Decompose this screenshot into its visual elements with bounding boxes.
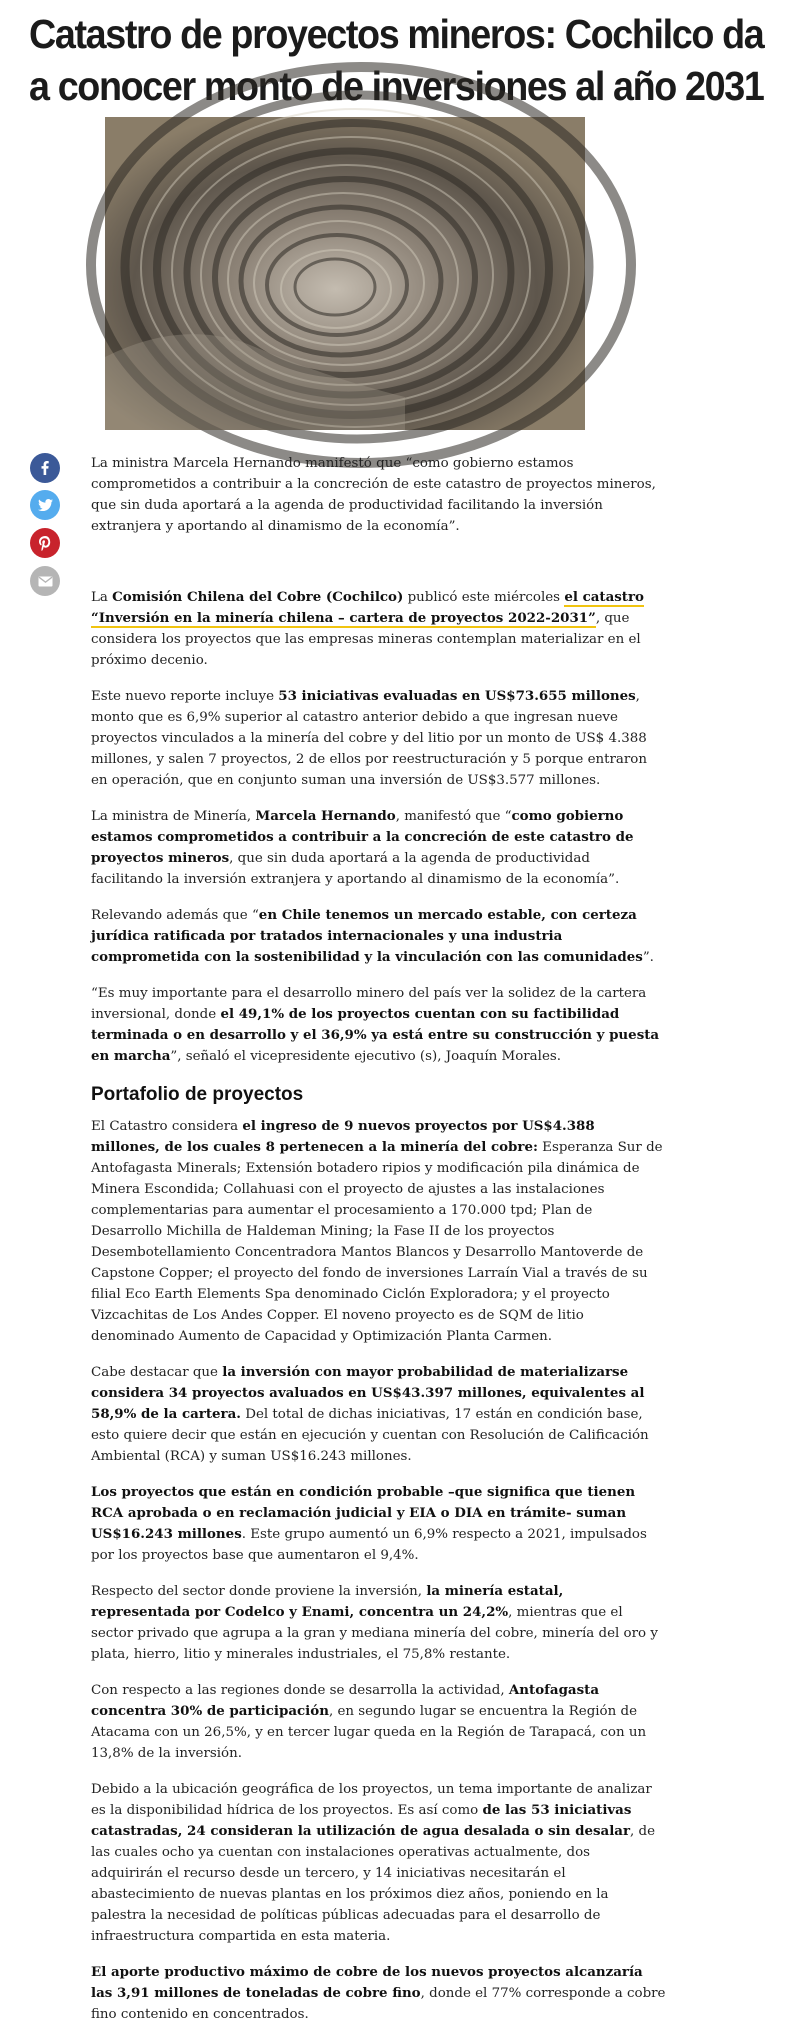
text-span: Respecto del sector donde proviene la inversión,: [91, 1584, 427, 1599]
text-span: Relevando además que “: [91, 908, 259, 923]
bold-text: en Chile tenemos un mercado estable, con certeza jurídica ratificada por tratados internacionales y una industria comprometida con la sostenibilidad y la vinculación con las comunidades: [91, 907, 643, 965]
text-span: Con respecto a las regiones donde se desarrolla la actividad,: [91, 1683, 509, 1698]
mine-terraces-illustration: [105, 117, 585, 430]
bold-text: El aporte productivo máximo de cobre de los nuevos proyectos alcanzaría las 3,91 millones de toneladas de cobre fino: [91, 1964, 643, 2001]
text-span: La ministra de Minería,: [91, 809, 256, 824]
text-span: “Es muy importante para el desarrollo minero del país ver la solidez de la cartera inversional, donde: [91, 986, 647, 1022]
text-span: Esperanza Sur de Antofagasta Minerals; Extensión botadero ripios y modificación pila dinámica de Minera Escondida; Collahuasi con el proyecto de ajustes a las instalaciones complementarias para aumentar el procesamiento a 170.000 tpd; Plan de Desarrollo Michilla de Haldeman Mining; la Fase II de los proyectos Desembotellamiento Concentradora Mantos Blancos y Desarrollo Mantoverde de Capstone Copper; el proyecto del fondo de inversiones Larraín Vial a través de su filial Eco Earth Elements Spa denominado Ciclón Exploradora; y el proyecto Vizcachitas de Los Andes Copper. El noveno proyecto es de SQM de litio denominado Aumento de Capacidad y Optimización Planta Carmen.: [91, 1140, 663, 1344]
twitter-icon: [38, 499, 53, 512]
text-span: , monto que es 6,9% superior al catastro anterior debido a que ingresan nueve proyectos vinculados a la minería del cobre y del litio por un monto de US$ 4.388 millones, y salen 7 proyectos, 2 de ellos por reestructuración y 5 porque entraron en operación, que en conjunto suman una inversión de US$3.577 millones.: [91, 689, 647, 788]
paragraph-ministra-quote: [91, 806, 666, 890]
text-span: . Este grupo aumentó un 6,9% respecto a 2021, impulsados por los proyectos base que aumentaron el 9,4%.: [91, 1527, 647, 1563]
bold-text: la minería estatal, representada por Codelco y Enami, concentra un 24,2%: [91, 1583, 564, 1620]
text-span: , manifestó que “: [395, 809, 512, 824]
article-title-line-1: Catastro de proyectos mineros: Cochilco da: [29, 11, 764, 57]
text-span: , de las cuales ocho ya cuentan con instalaciones operativas actualmente, dos adquirirán el recurso desde un tercero, y 14 iniciativas necesitarán el abastecimiento de nuevas plantas en los próximos diez años, poniendo en la palestra la necesidad de políticas públicas adecuadas para el desarrollo de infraestructura compartida en esta materia.: [91, 1824, 656, 1944]
paragraph-condicion-probable: [91, 1482, 666, 1566]
paragraph-aporte-productivo: [91, 1962, 666, 2025]
paragraph-53-iniciativas: [91, 686, 666, 791]
paragraph-mayor-probabilidad: [91, 1362, 666, 1467]
article-title-line-2: a conocer monto de inversiones al año 2031: [29, 63, 764, 109]
bold-text: la inversión con mayor probabilidad de materializarse considera 34 proyectos avaluados en US$43.397 millones, equivalentes al 58,9% de la cartera.: [91, 1364, 645, 1422]
text-span: publicó este miércoles: [403, 590, 565, 605]
bold-text: el 49,1% de los proyectos cuentan con su factibilidad terminada o en desarrollo y el 36,9% ya está entre su construcción y puesta en marcha: [91, 1006, 660, 1064]
article-body: [91, 453, 666, 2040]
text-span: Debido a la ubicación geográfica de los proyectos, un tema importante de analizar es la disponibilidad hídrica de los proyectos. Es así como: [91, 1782, 652, 1818]
text-span: Cabe destacar que: [91, 1365, 223, 1380]
hero-image-open-pit-mine: [105, 117, 585, 430]
text-span: El Catastro considera: [91, 1119, 243, 1134]
bold-text: Los proyectos que están en condición probable –que significa que tienen RCA aprobada o en reclamación judicial y EIA o DIA en trámite- suman US$16.243 millones: [91, 1484, 636, 1542]
facebook-icon: [38, 461, 52, 475]
email-icon: [38, 576, 53, 587]
paragraph-nuevos-proyectos: [91, 1116, 666, 1347]
text-span: ”.: [642, 950, 654, 965]
text-span: , que considera los proyectos que las empresas mineras contemplan materializar en el próximo decenio.: [91, 611, 641, 668]
text-span: Este nuevo reporte incluye: [91, 689, 279, 704]
text-span: ”, señaló el vicepresidente ejecutivo (s), Joaquín Morales.: [170, 1049, 561, 1064]
bold-text: Marcela Hernando: [255, 808, 396, 824]
pinterest-icon: [39, 536, 51, 551]
share-email-button[interactable]: [30, 566, 60, 596]
share-twitter-button[interactable]: [30, 490, 60, 520]
paragraph-mercado-estable: [91, 905, 666, 968]
section-heading-portafolio: Portafolio de proyectos: [91, 1084, 304, 1105]
bold-text: como gobierno estamos comprometidos a contribuir a la concreción de este catastro de proyectos mineros: [91, 808, 634, 866]
article-lead: La ministra Marcela Hernando manifestó que “como gobierno estamos comprometidos a contribuir a la concreción de este catastro de proyectos mineros, que sin duda aportará a la agenda de productividad facilitando la inversión extranjera y aportando al dinamismo de la economía”.: [91, 456, 656, 534]
paragraph-cochilco-catastro: [91, 587, 666, 671]
bold-text: Antofagasta concentra 30% de participación: [91, 1682, 600, 1719]
catastro-report-link[interactable]: el catastro “Inversión en la minería chilena – cartera de proyectos 2022-2031”: [91, 589, 644, 626]
paragraph-disponibilidad-hidrica: [91, 1779, 666, 1947]
text-span: , que sin duda aportará a la agenda de productividad facilitando la inversión extranjera y aportando al dinamismo de la economía”.: [91, 851, 620, 887]
share-pinterest-button[interactable]: [30, 528, 60, 558]
text-span: , en segundo lugar se encuentra la Región de Atacama con un 26,5%, y en tercer lugar queda en la Región de Tarapacá, con un 13,8% de la inversión.: [91, 1704, 647, 1761]
share-facebook-button[interactable]: [30, 453, 60, 483]
bold-text: el ingreso de 9 nuevos proyectos por US$4.388 millones, de los cuales 8 pertenecen a la minería del cobre:: [91, 1118, 595, 1155]
text-span: Del total de dichas iniciativas, 17 están en condición base, esto quiere decir que están en ejecución y cuentan con Resolución de Calificación Ambiental (RCA) y suman US$16.243 millones.: [91, 1407, 649, 1464]
text-span: , mientras que el sector privado que agrupa a la gran y mediana minería del cobre, minería del oro y plata, hierro, litio y minerales industriales, el 75,8% restante.: [91, 1605, 658, 1662]
paragraph-vicepresidente-quote: [91, 983, 666, 1067]
paragraph-mineria-estatal: [91, 1581, 666, 1665]
paragraph-regiones: [91, 1680, 666, 1764]
bold-text: de las 53 iniciativas catastradas, 24 consideran la utilización de agua desalada o sin desalar: [91, 1802, 632, 1839]
text-span: La: [91, 590, 113, 605]
text-span: , donde el 77% corresponde a cobre fino contenido en concentrados.: [91, 1986, 666, 2022]
bold-text: Comisión Chilena del Cobre (Cochilco): [112, 589, 404, 605]
bold-text: 53 iniciativas evaluadas en US$73.655 millones: [278, 688, 636, 704]
